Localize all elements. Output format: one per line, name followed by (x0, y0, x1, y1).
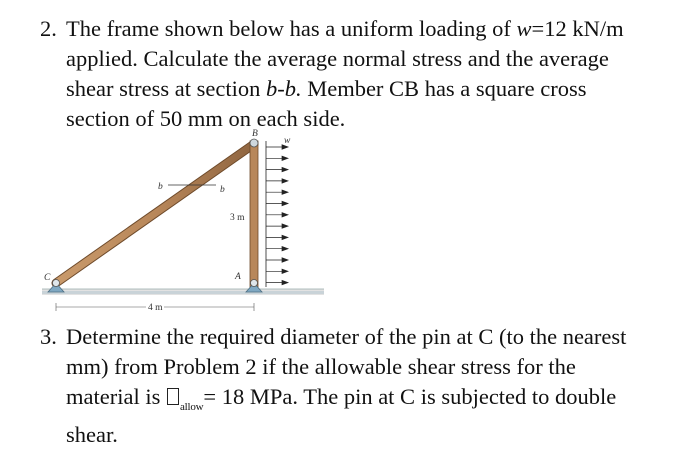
problem-3-line-4: shear. (66, 422, 118, 447)
pin-b (250, 139, 258, 147)
member-ab (250, 141, 258, 289)
problem-2-line-3-text: shear stress at section (66, 76, 266, 101)
problem-3-line-3 (66, 382, 616, 422)
problem-3-line-3-suffix: = 18 MPa. The pin at C is subjected to double (203, 384, 617, 409)
problem-3-line-2: mm) from Problem 2 if the allowable shear stress for the (66, 354, 576, 379)
load-arrow-head-icon (282, 235, 288, 239)
support-a (246, 280, 262, 293)
load-arrows (266, 145, 288, 285)
load-arrow-head-icon (282, 156, 288, 160)
problem-3-number: 3. (40, 324, 57, 349)
problem-3-line-3-text: material is (66, 384, 166, 409)
load-arrow-head-icon (282, 213, 288, 217)
problem-2-line-1-text: The frame shown below has a uniform loading of (66, 16, 517, 41)
load-arrow-head-icon (282, 190, 288, 194)
load-arrow-head-icon (282, 247, 288, 251)
problem-2-line-3-suffix: Member CB has a square cross (301, 76, 587, 101)
distributed-load (266, 141, 288, 287)
label-b-point: B (252, 129, 258, 139)
label-w: w (284, 136, 291, 146)
label-a-point: A (235, 272, 241, 282)
problem-2-number: 2. (40, 16, 57, 41)
load-arrow-head-icon (282, 280, 288, 284)
member-cb (56, 144, 254, 283)
problem-2-line-3 (66, 74, 587, 104)
label-section-b-left: b (158, 182, 163, 192)
load-arrow-head-icon (282, 258, 288, 262)
load-arrow-head-icon (282, 179, 288, 183)
load-arrow-head-icon (282, 167, 288, 171)
missing-tau-glyph-icon (167, 388, 179, 405)
problem-2-line-1 (66, 14, 624, 44)
problem-3-line-1: Determine the required diameter of the pin at C (to the nearest (66, 324, 627, 349)
load-arrow-head-icon (282, 201, 288, 205)
allow-subscript: allow (179, 401, 204, 413)
label-height-3m: 3 m (230, 213, 245, 223)
problem-2-line-4: section of 50 mm on each side. (66, 106, 346, 131)
label-section-b-right: b (220, 185, 225, 195)
load-arrow-head-icon (282, 269, 288, 273)
load-arrow-head-icon (282, 224, 288, 228)
frame-figure (30, 127, 330, 327)
load-variable: w (516, 16, 532, 41)
label-width-4m: 4 m (148, 303, 163, 313)
problem-2-line-2: applied. Calculate the average normal stress and the average (66, 46, 609, 71)
section-label: b-b. (265, 76, 302, 101)
label-c-point: C (44, 273, 51, 283)
ground (42, 289, 324, 295)
load-value: =12 kN/m (531, 16, 624, 41)
